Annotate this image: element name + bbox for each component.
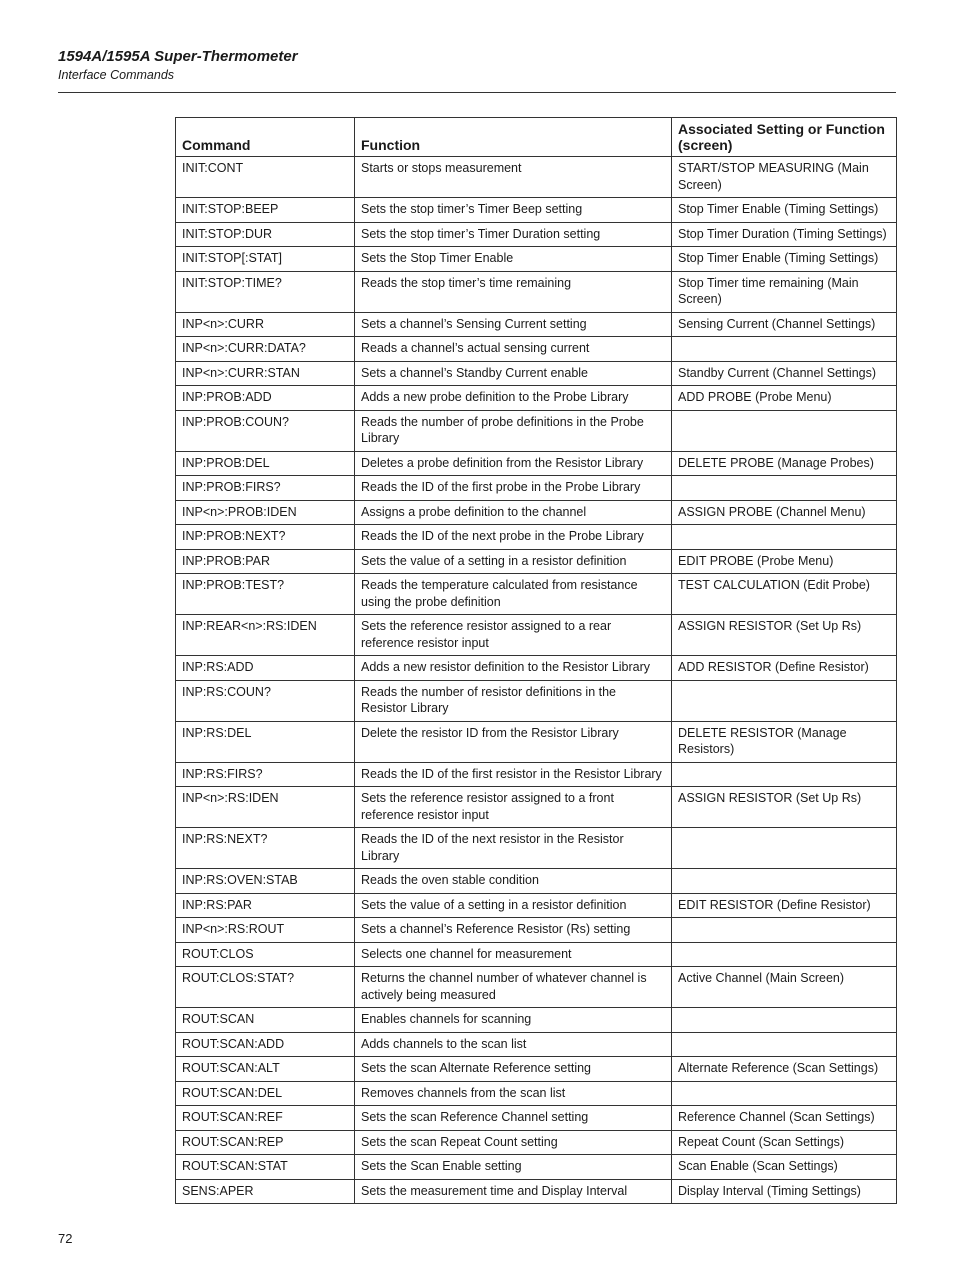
- table-row: [176, 312, 897, 337]
- setting-cell: ASSIGN RESISTOR (Set Up Rs): [672, 787, 897, 828]
- command-cell: ROUT:SCAN:ALT: [176, 1057, 355, 1082]
- setting-cell: [672, 942, 897, 967]
- setting-cell: EDIT PROBE (Probe Menu): [672, 549, 897, 574]
- function-cell: Reads the number of resistor definitions in the Resistor Library: [355, 680, 672, 721]
- table-row: [176, 1155, 897, 1180]
- function-cell: Sets the reference resistor assigned to a front reference resistor input: [355, 787, 672, 828]
- column-header-function: Function: [355, 118, 672, 157]
- table-row: [176, 1008, 897, 1033]
- command-cell: INP<n>:RS:ROUT: [176, 918, 355, 943]
- table-row: [176, 967, 897, 1008]
- table-row: [176, 361, 897, 386]
- table-row: [176, 721, 897, 762]
- command-cell: INP:RS:DEL: [176, 721, 355, 762]
- command-cell: INP:RS:ADD: [176, 656, 355, 681]
- setting-cell: [672, 1081, 897, 1106]
- setting-cell: ADD RESISTOR (Define Resistor): [672, 656, 897, 681]
- setting-cell: Stop Timer Enable (Timing Settings): [672, 247, 897, 272]
- header-divider: [58, 92, 896, 93]
- command-cell: INP<n>:CURR: [176, 312, 355, 337]
- function-cell: Reads the number of probe definitions in the Probe Library: [355, 410, 672, 451]
- command-cell: INP<n>:CURR:STAN: [176, 361, 355, 386]
- section-subtitle: Interface Commands: [58, 68, 175, 82]
- command-cell: INP:RS:OVEN:STAB: [176, 869, 355, 894]
- function-cell: Sets the value of a setting in a resistor definition: [355, 549, 672, 574]
- command-cell: INIT:STOP:DUR: [176, 222, 355, 247]
- command-cell: INP:RS:PAR: [176, 893, 355, 918]
- command-cell: INP:PROB:PAR: [176, 549, 355, 574]
- command-cell: INIT:STOP:TIME?: [176, 271, 355, 312]
- table-row: [176, 157, 897, 198]
- function-cell: Sets the scan Reference Channel setting: [355, 1106, 672, 1131]
- column-header-associated-setting: Associated Setting or Function (screen): [672, 118, 897, 157]
- command-cell: ROUT:SCAN:ADD: [176, 1032, 355, 1057]
- setting-cell: Scan Enable (Scan Settings): [672, 1155, 897, 1180]
- setting-cell: [672, 337, 897, 362]
- setting-cell: EDIT RESISTOR (Define Resistor): [672, 893, 897, 918]
- function-cell: Returns the channel number of whatever channel is actively being measured: [355, 967, 672, 1008]
- function-cell: Reads the stop timer’s time remaining: [355, 271, 672, 312]
- table-row: [176, 271, 897, 312]
- table-header-row: [176, 118, 897, 157]
- table-row: [176, 574, 897, 615]
- setting-cell: Active Channel (Main Screen): [672, 967, 897, 1008]
- setting-cell: ASSIGN PROBE (Channel Menu): [672, 500, 897, 525]
- function-cell: Sets the Scan Enable setting: [355, 1155, 672, 1180]
- function-cell: Sets the measurement time and Display Interval: [355, 1179, 672, 1204]
- setting-cell: [672, 525, 897, 550]
- command-cell: INP:PROB:COUN?: [176, 410, 355, 451]
- command-cell: INP:PROB:ADD: [176, 386, 355, 411]
- function-cell: Selects one channel for measurement: [355, 942, 672, 967]
- command-cell: ROUT:SCAN: [176, 1008, 355, 1033]
- table-row: [176, 500, 897, 525]
- command-cell: INP<n>:PROB:IDEN: [176, 500, 355, 525]
- command-cell: INIT:STOP:BEEP: [176, 198, 355, 223]
- setting-cell: Alternate Reference (Scan Settings): [672, 1057, 897, 1082]
- function-cell: Adds a new resistor definition to the Resistor Library: [355, 656, 672, 681]
- command-cell: ROUT:CLOS: [176, 942, 355, 967]
- command-cell: INP:PROB:TEST?: [176, 574, 355, 615]
- table-row: [176, 525, 897, 550]
- command-cell: INP:RS:NEXT?: [176, 828, 355, 869]
- table-row: [176, 1081, 897, 1106]
- function-cell: Sets the stop timer’s Timer Duration setting: [355, 222, 672, 247]
- function-cell: Delete the resistor ID from the Resistor Library: [355, 721, 672, 762]
- function-cell: Enables channels for scanning: [355, 1008, 672, 1033]
- setting-cell: Stop Timer Enable (Timing Settings): [672, 198, 897, 223]
- function-cell: Sets the reference resistor assigned to a rear reference resistor input: [355, 615, 672, 656]
- command-cell: INP<n>:RS:IDEN: [176, 787, 355, 828]
- function-cell: Sets a channel’s Standby Current enable: [355, 361, 672, 386]
- function-cell: Sets the value of a setting in a resistor definition: [355, 893, 672, 918]
- setting-cell: START/STOP MEASURING (Main Screen): [672, 157, 897, 198]
- command-cell: INP:RS:FIRS?: [176, 762, 355, 787]
- setting-cell: TEST CALCULATION (Edit Probe): [672, 574, 897, 615]
- table-row: [176, 787, 897, 828]
- table-row: [176, 893, 897, 918]
- table-row: [176, 222, 897, 247]
- table-row: [176, 1179, 897, 1204]
- setting-cell: Sensing Current (Channel Settings): [672, 312, 897, 337]
- command-cell: ROUT:CLOS:STAT?: [176, 967, 355, 1008]
- command-cell: INIT:CONT: [176, 157, 355, 198]
- setting-cell: Reference Channel (Scan Settings): [672, 1106, 897, 1131]
- command-cell: INP:RS:COUN?: [176, 680, 355, 721]
- function-cell: Sets the scan Repeat Count setting: [355, 1130, 672, 1155]
- table-row: [176, 1057, 897, 1082]
- command-cell: INP:REAR<n>:RS:IDEN: [176, 615, 355, 656]
- function-cell: Removes channels from the scan list: [355, 1081, 672, 1106]
- setting-cell: Stop Timer Duration (Timing Settings): [672, 222, 897, 247]
- command-cell: ROUT:SCAN:REF: [176, 1106, 355, 1131]
- table-row: [176, 828, 897, 869]
- setting-cell: ASSIGN RESISTOR (Set Up Rs): [672, 615, 897, 656]
- setting-cell: [672, 476, 897, 501]
- setting-cell: [672, 918, 897, 943]
- table-row: [176, 410, 897, 451]
- command-cell: INP:PROB:DEL: [176, 451, 355, 476]
- table-row: [176, 198, 897, 223]
- setting-cell: [672, 410, 897, 451]
- command-cell: INP<n>:CURR:DATA?: [176, 337, 355, 362]
- table-row: [176, 476, 897, 501]
- function-cell: Sets the stop timer’s Timer Beep setting: [355, 198, 672, 223]
- table-row: [176, 1106, 897, 1131]
- page-number: 72: [58, 1231, 73, 1246]
- command-cell: ROUT:SCAN:REP: [176, 1130, 355, 1155]
- command-cell: INIT:STOP[:STAT]: [176, 247, 355, 272]
- table-row: [176, 656, 897, 681]
- setting-cell: Repeat Count (Scan Settings): [672, 1130, 897, 1155]
- column-header-command: Command: [176, 118, 355, 157]
- setting-cell: Display Interval (Timing Settings): [672, 1179, 897, 1204]
- table-row: [176, 1032, 897, 1057]
- function-cell: Sets the Stop Timer Enable: [355, 247, 672, 272]
- table-row: [176, 680, 897, 721]
- table-row: [176, 451, 897, 476]
- document-title: 1594A/1595A Super-Thermometer: [58, 48, 298, 65]
- table-row: [176, 918, 897, 943]
- function-cell: Reads the ID of the next probe in the Probe Library: [355, 525, 672, 550]
- function-cell: Deletes a probe definition from the Resistor Library: [355, 451, 672, 476]
- function-cell: Sets a channel’s Sensing Current setting: [355, 312, 672, 337]
- table-row: [176, 337, 897, 362]
- setting-cell: Standby Current (Channel Settings): [672, 361, 897, 386]
- function-cell: Reads the oven stable condition: [355, 869, 672, 894]
- setting-cell: Stop Timer time remaining (Main Screen): [672, 271, 897, 312]
- function-cell: Adds a new probe definition to the Probe Library: [355, 386, 672, 411]
- table-row: [176, 386, 897, 411]
- table-body: [176, 157, 897, 1204]
- table-row: [176, 762, 897, 787]
- page-header: [58, 48, 298, 83]
- function-cell: Reads the ID of the next resistor in the Resistor Library: [355, 828, 672, 869]
- table-row: [176, 549, 897, 574]
- setting-cell: [672, 869, 897, 894]
- function-cell: Sets the scan Alternate Reference setting: [355, 1057, 672, 1082]
- function-cell: Reads a channel’s actual sensing current: [355, 337, 672, 362]
- setting-cell: [672, 1032, 897, 1057]
- function-cell: Assigns a probe definition to the channel: [355, 500, 672, 525]
- command-cell: ROUT:SCAN:STAT: [176, 1155, 355, 1180]
- command-cell: SENS:APER: [176, 1179, 355, 1204]
- setting-cell: DELETE RESISTOR (Manage Resistors): [672, 721, 897, 762]
- function-cell: Adds channels to the scan list: [355, 1032, 672, 1057]
- function-cell: Starts or stops measurement: [355, 157, 672, 198]
- setting-cell: DELETE PROBE (Manage Probes): [672, 451, 897, 476]
- function-cell: Reads the ID of the first probe in the Probe Library: [355, 476, 672, 501]
- command-cell: ROUT:SCAN:DEL: [176, 1081, 355, 1106]
- function-cell: Reads the ID of the first resistor in the Resistor Library: [355, 762, 672, 787]
- table-row: [176, 247, 897, 272]
- setting-cell: [672, 680, 897, 721]
- function-cell: Sets a channel’s Reference Resistor (Rs) setting: [355, 918, 672, 943]
- command-cell: INP:PROB:NEXT?: [176, 525, 355, 550]
- command-cell: INP:PROB:FIRS?: [176, 476, 355, 501]
- setting-cell: [672, 828, 897, 869]
- table-row: [176, 869, 897, 894]
- command-table: [175, 117, 897, 1204]
- setting-cell: [672, 762, 897, 787]
- table-row: [176, 615, 897, 656]
- table-row: [176, 1130, 897, 1155]
- setting-cell: ADD PROBE (Probe Menu): [672, 386, 897, 411]
- setting-cell: [672, 1008, 897, 1033]
- table-row: [176, 942, 897, 967]
- function-cell: Reads the temperature calculated from resistance using the probe definition: [355, 574, 672, 615]
